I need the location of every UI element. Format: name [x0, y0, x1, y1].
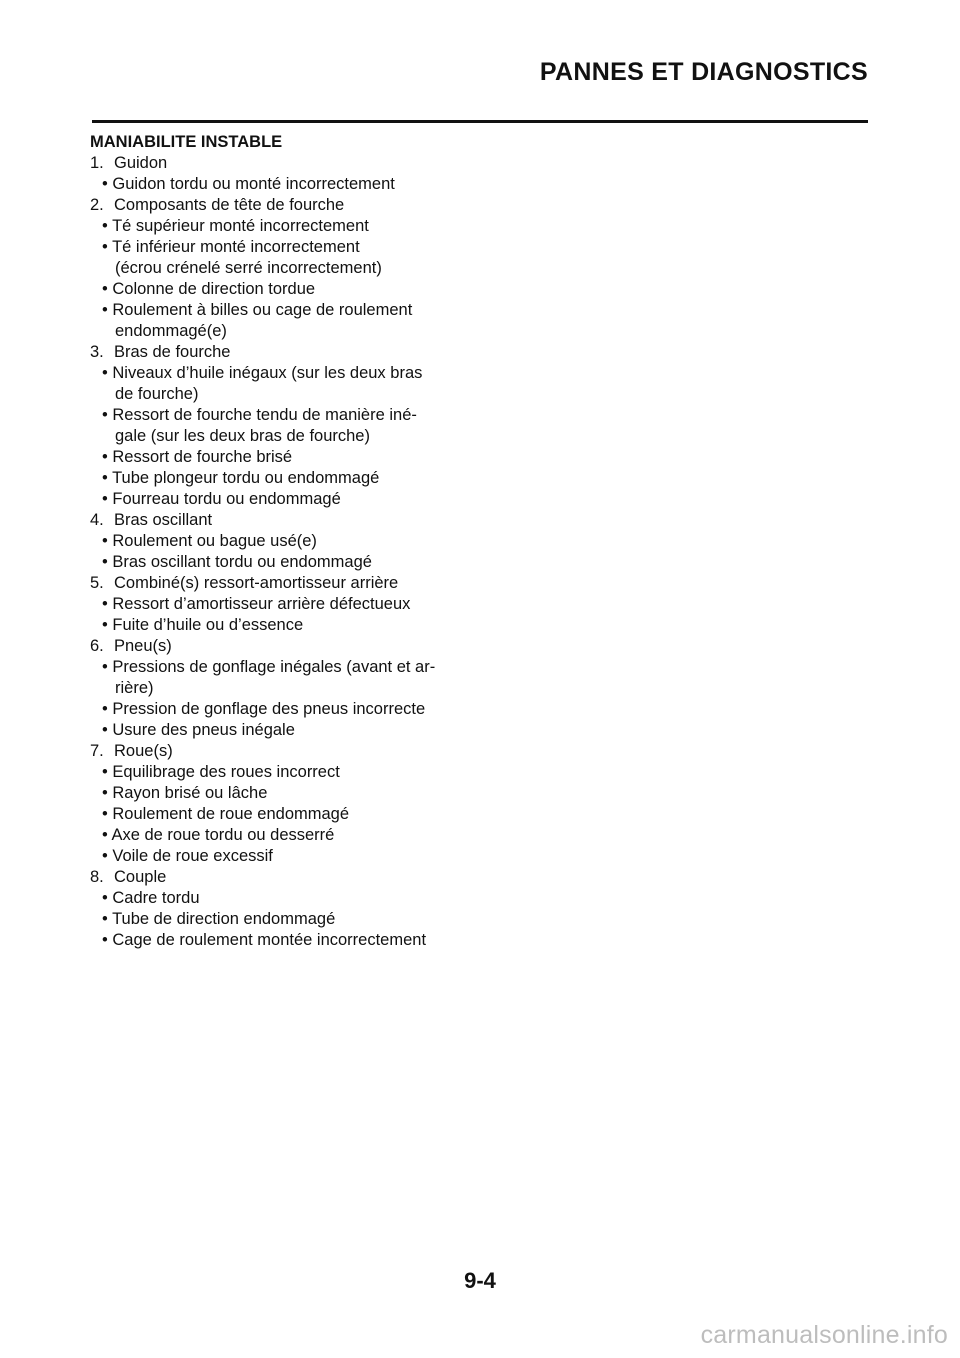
bullet-text: • Guidon tordu ou monté incorrectement [102, 175, 395, 193]
bullet-text: • Pressions de gonflage inégales (avant et ar- [102, 658, 436, 676]
bullet-item [90, 405, 490, 447]
bullet-item [90, 615, 490, 636]
bullet-item [90, 489, 490, 510]
bullet-continuation: de fourche) [115, 385, 199, 403]
list-item-label: Couple [114, 868, 167, 886]
list-item-number: 7. [90, 742, 104, 760]
bullet-item [90, 699, 490, 720]
bullet-item [90, 237, 490, 279]
bullet-text: • Pression de gonflage des pneus incorrecte [102, 700, 426, 718]
bullet-text: • Té supérieur monté incorrectement [102, 217, 369, 235]
bullet-item [90, 300, 490, 342]
list-item-label: Composants de tête de fourche [114, 196, 345, 214]
bullet-item [90, 825, 490, 846]
bullet-text: • Cage de roulement montée incorrectement [102, 931, 427, 949]
bullet-item [90, 279, 490, 300]
bullet-item [90, 720, 490, 741]
bullet-text: • Equilibrage des roues incorrect [102, 763, 340, 781]
list-item-label: Pneu(s) [114, 637, 172, 655]
bullet-item [90, 531, 490, 552]
bullet-item [90, 783, 490, 804]
bullet-text: • Tube plongeur tordu ou endommagé [102, 469, 380, 487]
list-item-number: 3. [90, 343, 104, 361]
section-title: MANIABILITE INSTABLE [90, 133, 283, 151]
bullet-text: • Colonne de direction tordue [102, 280, 316, 298]
bullet-text: • Cadre tordu [102, 889, 200, 907]
bullet-item [90, 174, 490, 195]
bullet-text: • Axe de roue tordu ou desserré [102, 826, 335, 844]
bullet-text: • Roulement à billes ou cage de roulement [102, 301, 413, 319]
list-item-label: Roue(s) [114, 742, 173, 760]
list-item-label: Guidon [114, 154, 168, 172]
bullet-text: • Voile de roue excessif [102, 847, 273, 865]
bullet-text: • Rayon brisé ou lâche [102, 784, 268, 802]
bullet-continuation: (écrou crénelé serré incorrectement) [115, 259, 382, 277]
bullet-item [90, 909, 490, 930]
list-item-number: 2. [90, 196, 104, 214]
bullet-text: • Roulement de roue endommagé [102, 805, 350, 823]
list-item-number: 6. [90, 637, 104, 655]
bullet-item [90, 930, 490, 951]
bullet-item [90, 888, 490, 909]
bullet-item [90, 657, 490, 699]
bullet-item [90, 447, 490, 468]
list-item [90, 510, 490, 531]
list-item-number: 4. [90, 511, 104, 529]
list-item [90, 153, 490, 174]
bullet-text: • Bras oscillant tordu ou endommagé [102, 553, 372, 571]
list-item-label: Bras oscillant [114, 511, 213, 529]
bullet-text: • Ressort d’amortisseur arrière défectueux [102, 595, 411, 613]
list-item [90, 195, 490, 216]
bullet-text: • Usure des pneus inégale [102, 721, 295, 739]
list-item [90, 741, 490, 762]
list-item [90, 636, 490, 657]
bullet-text: • Ressort de fourche tendu de manière iné- [102, 406, 417, 424]
bullet-text: • Niveaux d’huile inégaux (sur les deux bras [102, 364, 423, 382]
bullet-item [90, 846, 490, 867]
list-item-label: Combiné(s) ressort-amortisseur arrière [114, 574, 399, 592]
bullet-item [90, 363, 490, 405]
bullet-continuation: endommagé(e) [115, 322, 227, 340]
list-item-number: 1. [90, 154, 104, 172]
list-item [90, 573, 490, 594]
bullet-item [90, 804, 490, 825]
bullet-item [90, 468, 490, 489]
list-item [90, 342, 490, 363]
watermark: carmanualsonline.info [700, 1321, 948, 1349]
bullet-text: • Fourreau tordu ou endommagé [102, 490, 341, 508]
bullet-continuation: gale (sur les deux bras de fourche) [115, 427, 370, 445]
list-item-number: 5. [90, 574, 104, 592]
bullet-text: • Ressort de fourche brisé [102, 448, 293, 466]
list-item-number: 8. [90, 868, 104, 886]
bullet-item [90, 762, 490, 783]
page-number: 9-4 [464, 1268, 496, 1293]
bullet-continuation: rière) [115, 679, 154, 697]
list-item-label: Bras de fourche [114, 343, 231, 361]
bullet-item [90, 216, 490, 237]
bullet-text: • Tube de direction endommagé [102, 910, 336, 928]
diagnostic-list [90, 153, 490, 951]
list-item [90, 867, 490, 888]
bullet-item [90, 594, 490, 615]
header-divider [92, 120, 868, 123]
bullet-text: • Roulement ou bague usé(e) [102, 532, 317, 550]
content-column [90, 132, 490, 951]
bullet-text: • Fuite d’huile ou d’essence [102, 616, 304, 634]
bullet-item [90, 552, 490, 573]
bullet-text: • Té inférieur monté incorrectement [102, 238, 360, 256]
page-header-title: PANNES ET DIAGNOSTICS [539, 58, 868, 86]
